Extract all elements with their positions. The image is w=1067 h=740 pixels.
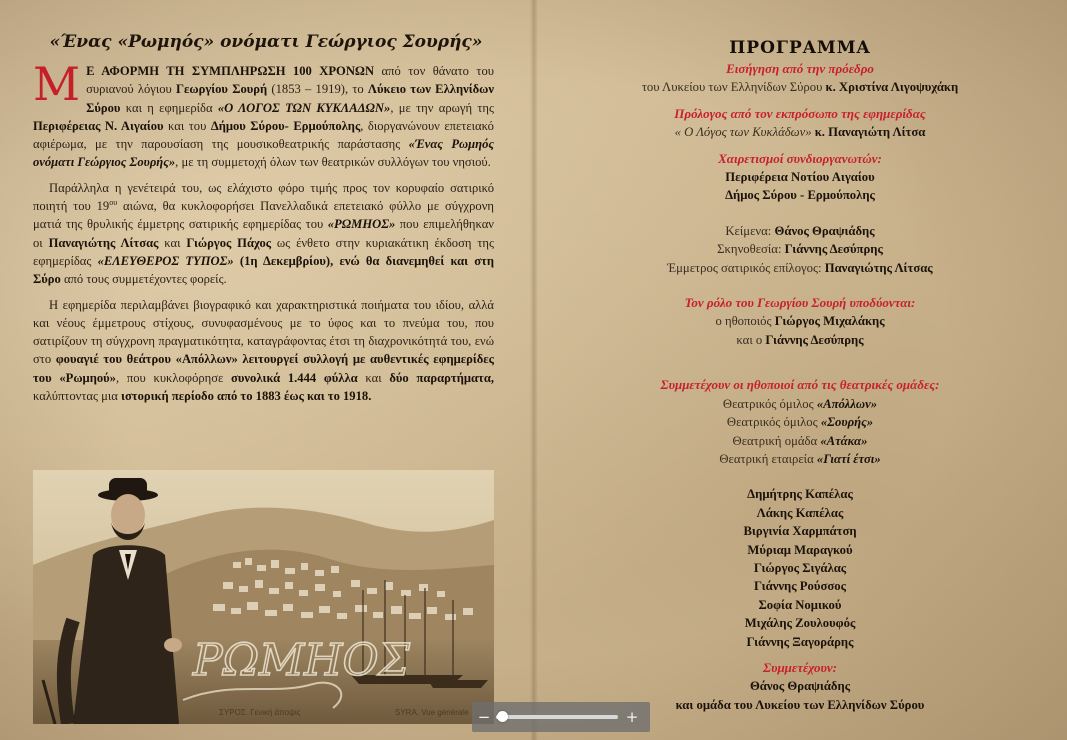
p1-text: από τον θάνατο του συριανού λόγιου bbox=[86, 64, 495, 97]
groups-heading: Συμμετέχουν οι ηθοποιοί από τις θεατρικές ομάδες: bbox=[660, 377, 940, 393]
p3-foyer: φουαγιέ του θεάτρου «Απόλλων» λειτουργεί συλλογή με αυθεντικές εφημερίδες του «Ρωμηού» bbox=[33, 352, 495, 385]
paragraph-1 bbox=[33, 57, 495, 172]
greetings-heading: Χαιρετισμοί συνδιοργανωτών: bbox=[718, 150, 882, 166]
group-label: Θεατρικός όμιλος bbox=[726, 415, 821, 430]
syros-postcard-illustration bbox=[33, 470, 494, 724]
group-line bbox=[533, 432, 1067, 450]
credit-direction bbox=[533, 240, 1067, 258]
p3-issues: συνολικά 1.444 φύλλα bbox=[231, 370, 358, 385]
intro-line bbox=[533, 78, 1067, 96]
p1-text: και η εφημερίδα bbox=[120, 100, 218, 115]
role-heading: Τον ρόλο του Γεωργίου Σουρή υποδύονται: bbox=[684, 295, 916, 311]
credit-label: Σκηνοθεσία: bbox=[717, 242, 785, 257]
actor-name: Βιργινία Χαρμπάτση bbox=[743, 524, 857, 539]
p3-text: Η εφημερίδα περιλαμβάνει βιογραφικό και χαρακτηριστικά ποιήματα του ιδίου, αλλά και νέους έμμετρους στίχους, συνυφασμένους με το ύφος και το πνεύμα του, που σατιρίζουν τη σύγχρονη πραγματικότητα, καταγράφοντας έτσι τη διαχρονικότητά του, ενώ στο bbox=[33, 297, 494, 367]
p1-show-title: «Ένας Ρωμηός ονόματι Γεώργιος Σουρής» bbox=[33, 137, 494, 170]
intro-line-text: του Λυκείου των Ελληνίδων Σύρου bbox=[641, 80, 826, 95]
prologue-line bbox=[533, 123, 1067, 141]
actor-name: Γιάννης Ρούσσος bbox=[754, 579, 846, 594]
program-list bbox=[533, 36, 1067, 714]
prologue-newspaper: « Ο Λόγος των Κυκλάδων» bbox=[674, 125, 815, 140]
article-title: «Ένας «Ρωμηός» ονόματι Γεώργιος Σουρής» bbox=[49, 32, 483, 52]
p1-text: , με τη συμμετοχή όλων των θεατρικών συλλόγων του νησιού. bbox=[175, 155, 491, 170]
photo-caption-right: SYRA. Vue générale bbox=[395, 708, 469, 717]
credit-label: Κείμενα: bbox=[725, 223, 775, 238]
credit-value: Γιάννης Δεσύπρης bbox=[784, 242, 883, 257]
p1-region: Περιφέρειας Ν. Αιγαίου bbox=[33, 118, 164, 133]
credit-epilogue bbox=[533, 259, 1067, 277]
p2-romios: «ΡΩΜΗΟΣ» bbox=[327, 217, 396, 232]
greeting-region: Περιφέρεια Νοτίου Αιγαίου bbox=[725, 170, 875, 185]
p1-municipality: Δήμου Σύρου- Ερμούπολης bbox=[210, 118, 361, 133]
p1-souris: Γεωργίου Σουρή bbox=[176, 82, 268, 97]
zoom-out-button[interactable]: − bbox=[477, 708, 491, 726]
p1-newspaper: «Ο ΛΟΓΟΣ ΤΩΝ ΚΥΚΛΑΔΩΝ» bbox=[217, 100, 391, 115]
p2-date: (1η Δεκεμβρίου), ενώ θα διανεμηθεί και στη Σύρο bbox=[33, 253, 494, 287]
program-title: ΠΡΟΓΡΑΜΜΑ bbox=[729, 38, 871, 58]
role-label: και ο bbox=[736, 332, 766, 347]
p2-litsas: Παναγιώτης Λίτσας bbox=[48, 235, 159, 250]
p3-text: , που κυκλοφόρησε bbox=[115, 370, 232, 385]
romios-logo-text: ΡΩΜΗΟΣ bbox=[193, 635, 410, 686]
article-body bbox=[33, 57, 495, 412]
credit-value: Παναγιώτης Λίτσας bbox=[824, 260, 933, 275]
drop-cap: Μ bbox=[33, 57, 81, 111]
p2-eleftheros-typos: «ΕΛΕΥΘΕΡΟΣ ΤΥΠΟΣ» bbox=[97, 253, 234, 268]
group-label: Θεατρική εταιρεία bbox=[719, 451, 817, 466]
greeting-municipality: Δήμος Σύρου - Ερμούπολης bbox=[725, 188, 875, 203]
group-name: «Ατάκα» bbox=[820, 433, 868, 448]
group-label: Θεατρικός όμιλος bbox=[722, 396, 817, 411]
p3-text: και bbox=[357, 370, 390, 385]
p3-supplements: δύο παραρτήματα, bbox=[389, 370, 494, 385]
p2-text: και bbox=[158, 235, 187, 250]
p1-text: και του bbox=[163, 118, 211, 133]
role-actor-1 bbox=[533, 312, 1067, 330]
prologue-speaker: κ. Παναγιώτη Λίτσα bbox=[814, 125, 926, 140]
prologue-heading: Πρόλογος από τον εκπρόσωπο της εφημερίδας bbox=[674, 105, 926, 121]
actor-name: Σοφία Νομικού bbox=[758, 597, 842, 612]
group-name: «Σουρής» bbox=[820, 415, 874, 430]
paragraph-3 bbox=[33, 296, 494, 406]
role-label: ο ηθοποιός bbox=[715, 314, 775, 329]
p2-text: αιώνα, θα κυκλοφορήσει Πανελλαδικά επετειακό φύλλο με σύγχρονη ματιά της θρυλικής έμμετρης σατιρικής εφημερίδας του bbox=[33, 199, 494, 232]
participant-group: και ομάδα του Λυκείου των Ελληνίδων Σύρου bbox=[675, 697, 925, 712]
p1-text: , με την αρωγή της bbox=[390, 100, 494, 115]
group-line bbox=[533, 450, 1067, 468]
zoom-control bbox=[472, 702, 650, 732]
actor-name: Μιχάλης Ζουλουφός bbox=[744, 616, 856, 631]
p3-text: καλύπτοντας μια bbox=[33, 389, 122, 404]
zoom-slider-thumb[interactable] bbox=[497, 711, 508, 722]
group-label: Θεατρική ομάδα bbox=[732, 433, 821, 448]
role-value: Γιάννης Δεσύπρης bbox=[765, 332, 864, 347]
historic-photo bbox=[33, 470, 494, 724]
paragraph-2 bbox=[33, 179, 494, 289]
photo-caption-left: ΣΥΡΟΣ. Γενική άποψις bbox=[219, 708, 301, 717]
group-line bbox=[533, 413, 1067, 431]
actor-name: Δημήτρης Καπέλας bbox=[747, 487, 853, 502]
credit-label: Έμμετρος σατιρικός επίλογος: bbox=[667, 260, 825, 275]
actor-name: Γιώργος Σιγάλας bbox=[753, 560, 847, 575]
group-line bbox=[533, 395, 1067, 413]
p2-text: που επιμελήθηκαν οι bbox=[33, 217, 495, 250]
right-page bbox=[533, 0, 1067, 740]
p1-lyceum: Λύκειο των Ελληνίδων Σύρου bbox=[86, 82, 494, 115]
left-page bbox=[0, 0, 533, 740]
p1-lead: Ε ΑΦΟΡΜΗ ΤΗ ΣΥΜΠΛΗΡΩΣΗ 100 ΧΡΟΝΩΝ bbox=[86, 64, 375, 78]
p3-period: ιστορική περίοδο από το 1883 έως και το 1918. bbox=[121, 389, 372, 404]
actor-name: Γιάννης Ξαγοράρης bbox=[746, 634, 854, 649]
actor-name: Μύριαμ Μαραγκού bbox=[747, 542, 853, 557]
group-name: «Γιατί έτσι» bbox=[816, 451, 881, 466]
p1-text: , διοργανώνουν επετειακό αφιέρωμα, με την παρουσίαση της μουσικοθεατρικής παράστασης bbox=[33, 118, 494, 152]
credit-text bbox=[533, 222, 1067, 240]
role-actor-2 bbox=[533, 331, 1067, 349]
zoom-in-button[interactable]: + bbox=[625, 708, 639, 726]
participant-name: Θάνος Θραψιάδης bbox=[749, 679, 851, 694]
p2-text: ως ένθετο στην κυριακάτικη έκδοση της εφημερίδας bbox=[33, 235, 494, 268]
participants-heading: Συμμετέχουν: bbox=[763, 659, 837, 675]
p2-pachos: Γιώργος Πάχος bbox=[186, 235, 272, 250]
p1-text: (1853 – 1919), το bbox=[267, 82, 368, 97]
intro-speaker: κ. Χριστίνα Λιγοψυχάκη bbox=[825, 80, 959, 95]
actor-name: Λάκης Καπέλας bbox=[756, 505, 844, 520]
zoom-slider-track[interactable] bbox=[496, 715, 618, 719]
p2-superscript: ου bbox=[109, 197, 118, 207]
credit-value: Θάνος Θραψιάδης bbox=[774, 223, 875, 238]
group-name: «Απόλλων» bbox=[816, 396, 878, 411]
p2-text: από τους συμμετέχοντες φορείς. bbox=[60, 272, 227, 287]
intro-heading: Εισήγηση από την πρόεδρο bbox=[726, 61, 874, 76]
role-value: Γιώργος Μιχαλάκης bbox=[774, 314, 885, 329]
p2-text: Παράλληλα η γενέτειρά του, ως ελάχιστο φόρο τιμής προς τον κορυφαίο σατιρικό ποιητή του 19 bbox=[33, 180, 494, 214]
